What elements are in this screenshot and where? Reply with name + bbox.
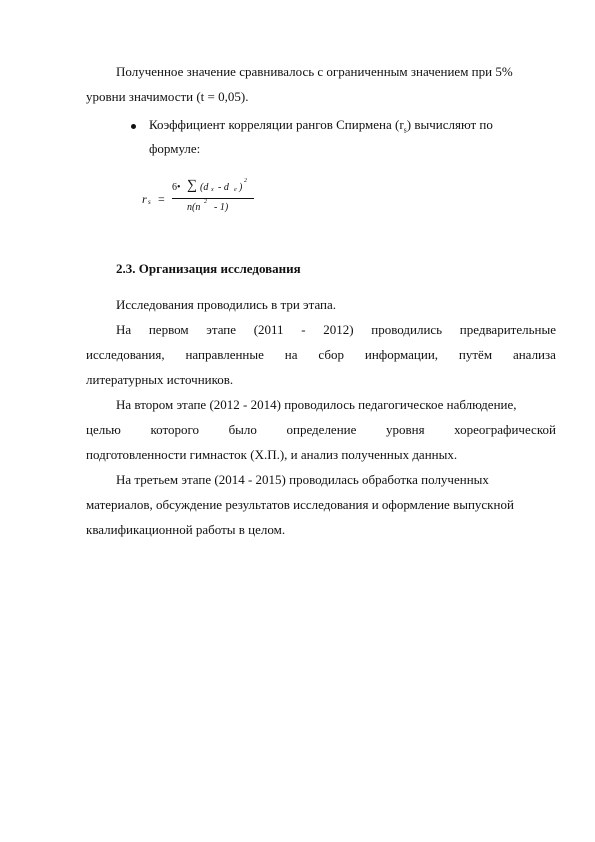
formula-subscript: s: [148, 198, 151, 206]
bullet-icon: [131, 124, 136, 129]
formula-superscript: 2: [204, 199, 207, 205]
word: этапе: [206, 322, 237, 337]
word: -: [301, 322, 306, 337]
formula-symbol: n(n: [187, 202, 201, 213]
word: первом: [148, 322, 189, 337]
paragraph-line: На втором этапе (2012 - 2014) проводилось педагогическое наблюдение,: [116, 397, 517, 412]
paragraph-line: [86, 347, 556, 363]
paragraph-line: материалов, обсуждение результатов исследования и оформление выпускной: [86, 497, 514, 512]
bullet-text: формуле:: [149, 141, 201, 156]
word: 2012): [323, 322, 354, 337]
paragraph-line: уровни значимости (t = 0,05).: [86, 89, 249, 104]
fraction-line: [172, 198, 254, 199]
bullet-text: [149, 117, 493, 139]
formula-symbol: 6•: [172, 182, 181, 193]
word: исследования,: [86, 347, 165, 362]
formula-symbol: ): [239, 182, 243, 193]
word: сбор: [318, 347, 344, 362]
word: анализа: [512, 347, 556, 362]
sigma-icon: ∑: [187, 178, 197, 193]
word: уровня: [385, 422, 425, 437]
section-heading: 2.3. Организация исследования: [116, 261, 301, 276]
word: На: [116, 322, 132, 337]
paragraph-line: литературных источников.: [86, 372, 234, 387]
formula-equals: =: [158, 192, 165, 206]
paragraph-line: На третьем этапе (2014 - 2015) проводилась обработка полученных: [116, 472, 489, 487]
formula-symbol: (d: [200, 182, 209, 193]
word: которого: [150, 422, 199, 437]
word: направленные: [185, 347, 264, 362]
word: предварительные: [459, 322, 556, 337]
subscript: s: [403, 125, 407, 135]
paragraph-line: [86, 422, 556, 438]
word: проводились: [371, 322, 443, 337]
formula-symbol: - d: [218, 182, 229, 193]
formula-superscript: 2: [244, 178, 247, 184]
bullet-text-part: ) вычисляют по: [406, 117, 493, 132]
word: информации,: [364, 347, 439, 362]
paragraph-line: [116, 322, 556, 338]
paragraph-line: Полученное значение сравнивалось с ограниченным значением при 5%: [116, 64, 513, 79]
formula-subscript: e: [234, 187, 237, 193]
word: было: [228, 422, 257, 437]
word: определение: [286, 422, 357, 437]
word: целью: [86, 422, 121, 437]
bullet-text-part: Коэффициент корреляции рангов Спирмена (r: [149, 117, 404, 132]
paragraph-line: подготовленности гимнасток (Х.П.), и анализ полученных данных.: [86, 447, 458, 462]
formula-symbol: r: [142, 192, 147, 206]
word: путём: [458, 347, 493, 362]
word: на: [284, 347, 298, 362]
word: хореографической: [454, 422, 556, 437]
paragraph-line: Исследования проводились в три этапа.: [116, 297, 337, 312]
spearman-formula: [142, 176, 262, 216]
word: (2011: [253, 322, 284, 337]
formula-subscript: x: [211, 187, 214, 193]
formula-symbol: - 1): [214, 202, 229, 213]
paragraph-line: квалификационной работы в целом.: [86, 522, 286, 537]
